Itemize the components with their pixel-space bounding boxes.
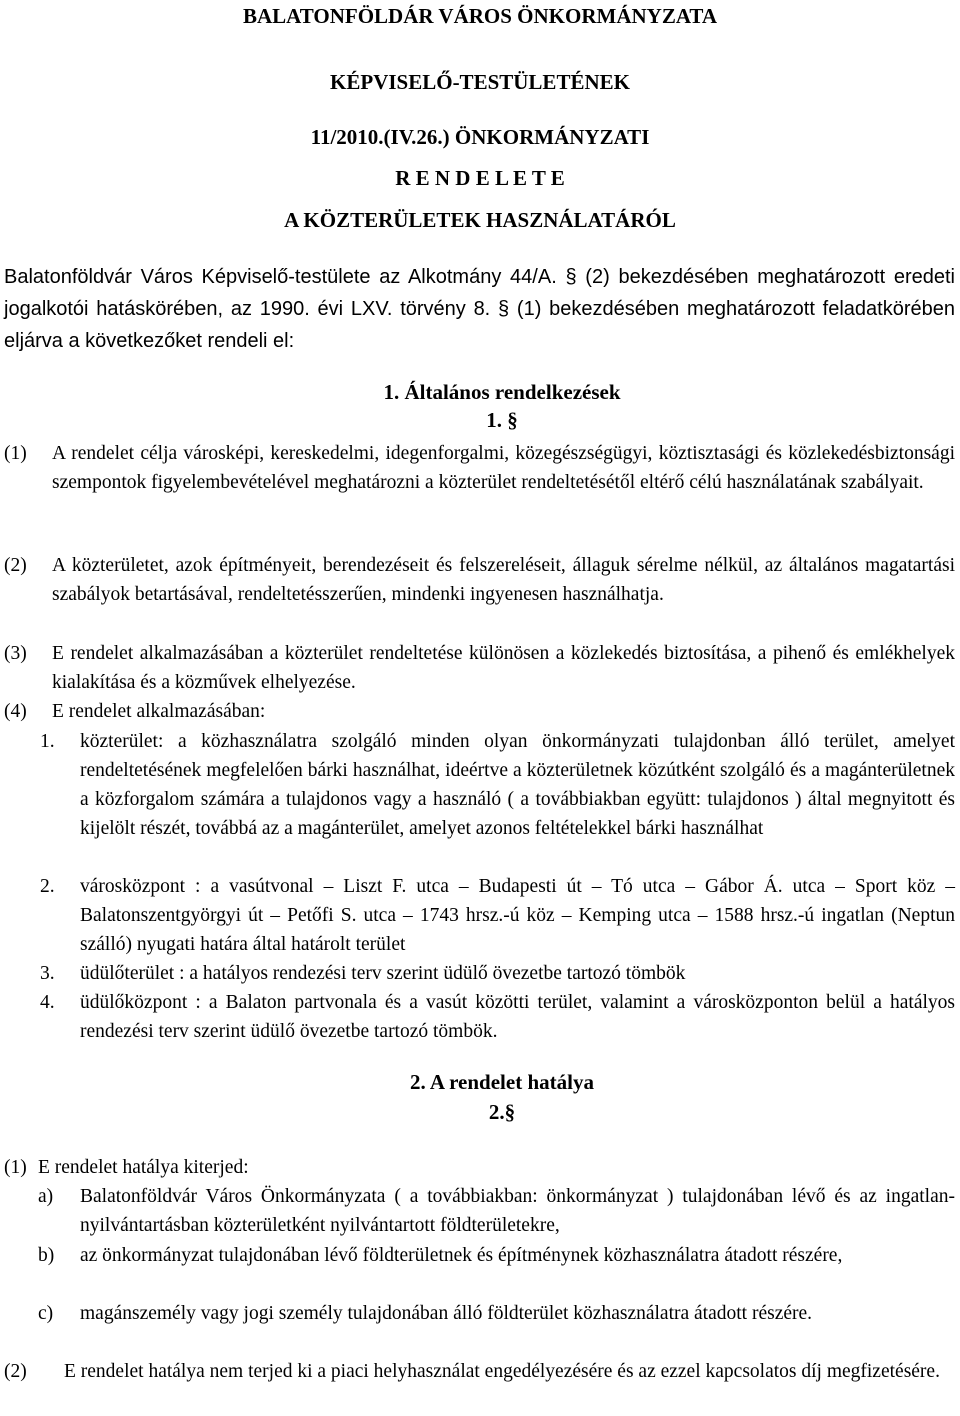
paragraph-1-3 <box>4 639 955 697</box>
scope-item-c <box>38 1299 955 1328</box>
header-decree-word: R E N D E L E T E <box>395 166 565 190</box>
section-2-title: 2. A rendelet hatálya <box>410 1070 594 1094</box>
preamble: Balatonföldvár Város Képviselő-testülete az Alkotmány 44/A. § (2) bekezdésében meghatározott eredeti jogalkotói hatáskörében, az 1990. évi LXV. törvény 8. § (1) bekezdésében meghatározott feladatkörében eljárva a következőket rendeli el: <box>4 266 955 352</box>
definition-number: 2. <box>40 876 55 897</box>
definition-number: 4. <box>40 992 55 1013</box>
paragraph-text: A közterületet, azok építményeit, berendezéseit és felszereléseit, állaguk sérelme nélkül, az általános magatartási szabályok betartásával, rendeltetésszerűen, mindenki ingyenesen használhatja. <box>52 555 955 605</box>
definition-number: 3. <box>40 963 55 984</box>
header-body: KÉPVISELŐ-TESTÜLETÉNEK <box>330 70 630 94</box>
paragraph-number: (4) <box>4 701 27 722</box>
scope-item-a <box>38 1182 955 1240</box>
scope-item-text: az önkormányzat tulajdonában lévő földterületnek és építménynek közhasználatra átadott részére, <box>80 1245 843 1266</box>
definition-text: üdülőközpont : a Balaton partvonala és a vasút közötti terület, valamint a városközponton belül a hatályos rendezési terv szerint üdülő övezetbe tartozó tömbök. <box>80 992 955 1042</box>
paragraph-2-1 <box>4 1153 955 1182</box>
paragraph-2-2 <box>4 1357 955 1386</box>
paragraph-number: (2) <box>4 555 27 576</box>
paragraph-text: E rendelet hatálya kiterjed: <box>38 1157 249 1178</box>
definition-4 <box>40 988 955 1046</box>
scope-item-b <box>38 1241 955 1270</box>
definition-text: közterület: a közhasználatra szolgáló minden olyan önkormányzati tulajdonban álló terület, amelyet rendeltetésének megfelelően bárki használhat, ideértve a közterületnek közútként szolgáló és a magánterületnek a közforgalom számára a tulajdonos vagy a használó ( a továbbiakban együtt: tulajdonos ) által megnyitott és kijelölt részét, továbbá az a magánterület, amelyet azonos feltételekkel bárki használhat <box>80 731 955 839</box>
paragraph-text: E rendelet alkalmazásában: <box>52 701 266 722</box>
paragraph-text: A rendelet célja városképi, kereskedelmi, idegenforgalmi, közegészségügyi, köztisztasági és közlekedésbiztonsági szempontok figyelembevételével meghatározni a közterület rendeltetésétől eltérő célú használatának szabályait. <box>52 443 955 493</box>
paragraph-number: (1) <box>4 443 27 464</box>
definition-number: 1. <box>40 731 55 752</box>
definition-text: városközpont : a vasútvonal – Liszt F. utca – Budapesti út – Tó utca – Gábor Á. utca – Sport köz – Balatonszentgyörgyi út – Petőfi S. utca – 1743 hrsz.-ú köz – Kemping utca – 1588 hrsz.-ú ingatlan (Neptun szálló) nyugati határa által határolt terület <box>80 876 955 955</box>
scope-item-letter: c) <box>38 1303 54 1324</box>
definition-3 <box>40 959 955 988</box>
scope-item-letter: a) <box>38 1186 54 1207</box>
definition-2 <box>40 872 955 959</box>
definition-1 <box>40 727 955 843</box>
paragraph-1-1 <box>4 439 955 497</box>
definition-text: üdülőterület : a hatályos rendezési terv szerint üdülő övezetbe tartozó tömbök <box>80 963 686 984</box>
header-subject: A KÖZTERÜLETEK HASZNÁLATÁRÓL <box>284 208 676 232</box>
paragraph-text: E rendelet hatálya nem terjed ki a piaci helyhasználat engedélyezésére és az ezzel kapcsolatos díj megfizetésére. <box>64 1361 940 1382</box>
section-1-title: 1. Általános rendelkezések <box>383 380 621 404</box>
scope-item-letter: b) <box>38 1245 55 1266</box>
paragraph-1-2 <box>4 551 955 609</box>
paragraph-number: (3) <box>4 643 27 664</box>
header-decree-number: 11/2010.(IV.26.) ÖNKORMÁNYZATI <box>310 125 650 149</box>
section-1-mark: 1. § <box>486 408 518 432</box>
paragraph-number: (1) <box>4 1157 27 1178</box>
header-municipality: BALATONFÖLDÁR VÁROS ÖNKORMÁNYZATA <box>242 4 718 28</box>
scope-item-text: Balatonföldvár Város Önkormányzata ( a továbbiakban: önkormányzat ) tulajdonában lévő és az ingatlan-nyilvántartásban közterületként nyilvántartott földterületekre, <box>80 1186 955 1236</box>
paragraph-text: E rendelet alkalmazásában a közterület rendeltetése különösen a közlekedés biztosítása, a pihenő és emlékhelyek kialakítása és a közművek elhelyezése. <box>52 643 955 693</box>
section-2-mark: 2.§ <box>488 1100 516 1124</box>
paragraph-1-4 <box>4 697 955 726</box>
paragraph-number: (2) <box>4 1361 27 1382</box>
scope-item-text: magánszemély vagy jogi személy tulajdonában álló földterület közhasználatra átadott részére. <box>80 1303 813 1324</box>
